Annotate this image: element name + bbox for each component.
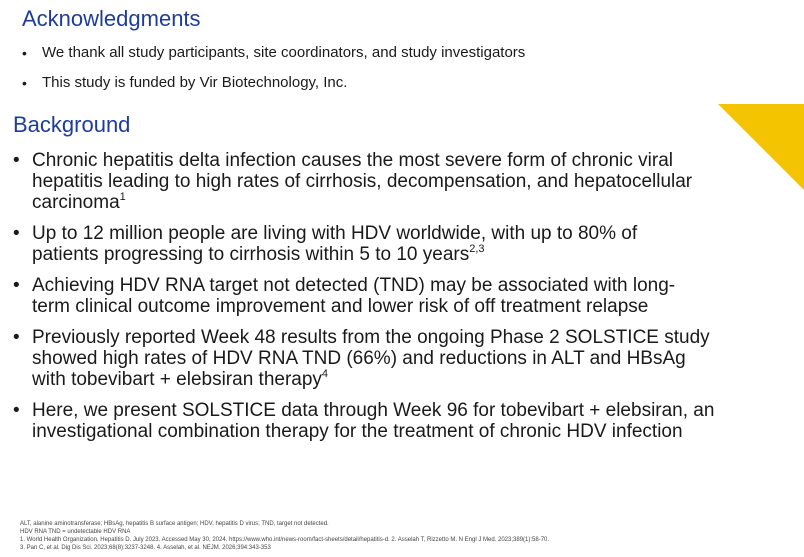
reference-superscript: 1: [119, 190, 126, 203]
bullet-icon: •: [22, 45, 27, 61]
background-line: Chronic hepatitis delta infection causes the most severe form of chronic viral: [32, 150, 674, 171]
bullet-icon: •: [13, 275, 20, 296]
bullet-icon: •: [13, 327, 20, 348]
footnote-references: 1. World Health Organization. Hepatitis D. July 2023. Accessed May 30, 2024. https://www.who.int/news-room/fact-sheets/detail/hepatitis-d. 2. Asselah T, Rizzetto M. N Engl J Med. 2023;389(1):58-70.: [20, 537, 550, 543]
acknowledgments-list: [22, 44, 722, 104]
background-line: investigational combination therapy for the treatment of chronic HDV infection: [32, 421, 683, 442]
acknowledgment-text: We thank all study participants, site coordinators, and study investigators: [42, 44, 526, 61]
acknowledgment-item: [22, 44, 722, 62]
background-line: with tobevibart + elebsiran therapy: [32, 369, 322, 390]
bullet-icon: •: [13, 400, 20, 421]
background-line: showed high rates of HDV RNA TND (66%) and reductions in ALT and HBsAg: [32, 348, 686, 369]
footnote-references: 3. Pan C, et al. Dig Dis Sci. 2023;68(8):3237-3248. 4. Asselah, et al. NEJM. 2026;394:343-353: [20, 545, 271, 551]
background-line: patients progressing to cirrhosis within 5 to 10 years: [32, 244, 470, 265]
acknowledgments-heading: Acknowledgments: [22, 6, 201, 31]
background-item: [13, 275, 783, 317]
footnote-definition: HDV RNA TND = undetectable HDV RNA: [20, 529, 131, 535]
bullet-icon: •: [13, 150, 20, 171]
footnotes: [20, 520, 790, 552]
background-item: [13, 327, 783, 390]
background-item: [13, 150, 783, 213]
reference-superscript: 4: [321, 367, 329, 380]
background-line: Previously reported Week 48 results from the ongoing Phase 2 SOLSTICE study: [32, 327, 710, 348]
bullet-icon: •: [22, 75, 27, 91]
background-line: Up to 12 million people are living with HDV worldwide, with up to 80% of: [32, 223, 638, 244]
acknowledgment-text: This study is funded by Vir Biotechnology, Inc.: [42, 74, 348, 91]
background-item: [13, 400, 783, 442]
background-item: [13, 223, 783, 265]
background-line: carcinoma: [32, 192, 120, 213]
footnote-abbreviations: ALT, alanine aminotransferase; HBsAg, hepatitis B surface antigen; HDV, hepatitis D virus; TND, target not detected.: [20, 521, 329, 527]
acknowledgment-item: [22, 74, 722, 92]
background-line: Achieving HDV RNA target not detected (TND) may be associated with long-: [32, 275, 676, 296]
bullet-icon: •: [13, 223, 20, 244]
background-line: term clinical outcome improvement and lower risk of off treatment relapse: [32, 296, 649, 317]
background-list: [13, 150, 783, 452]
background-line: hepatitis leading to high rates of cirrhosis, decompensation, and hepatocellular: [32, 171, 693, 192]
background-line: Here, we present SOLSTICE data through Week 96 for tobevibart + elebsiran, an: [32, 400, 715, 421]
background-heading: Background: [13, 112, 131, 137]
reference-superscript: 2,3: [469, 242, 485, 255]
